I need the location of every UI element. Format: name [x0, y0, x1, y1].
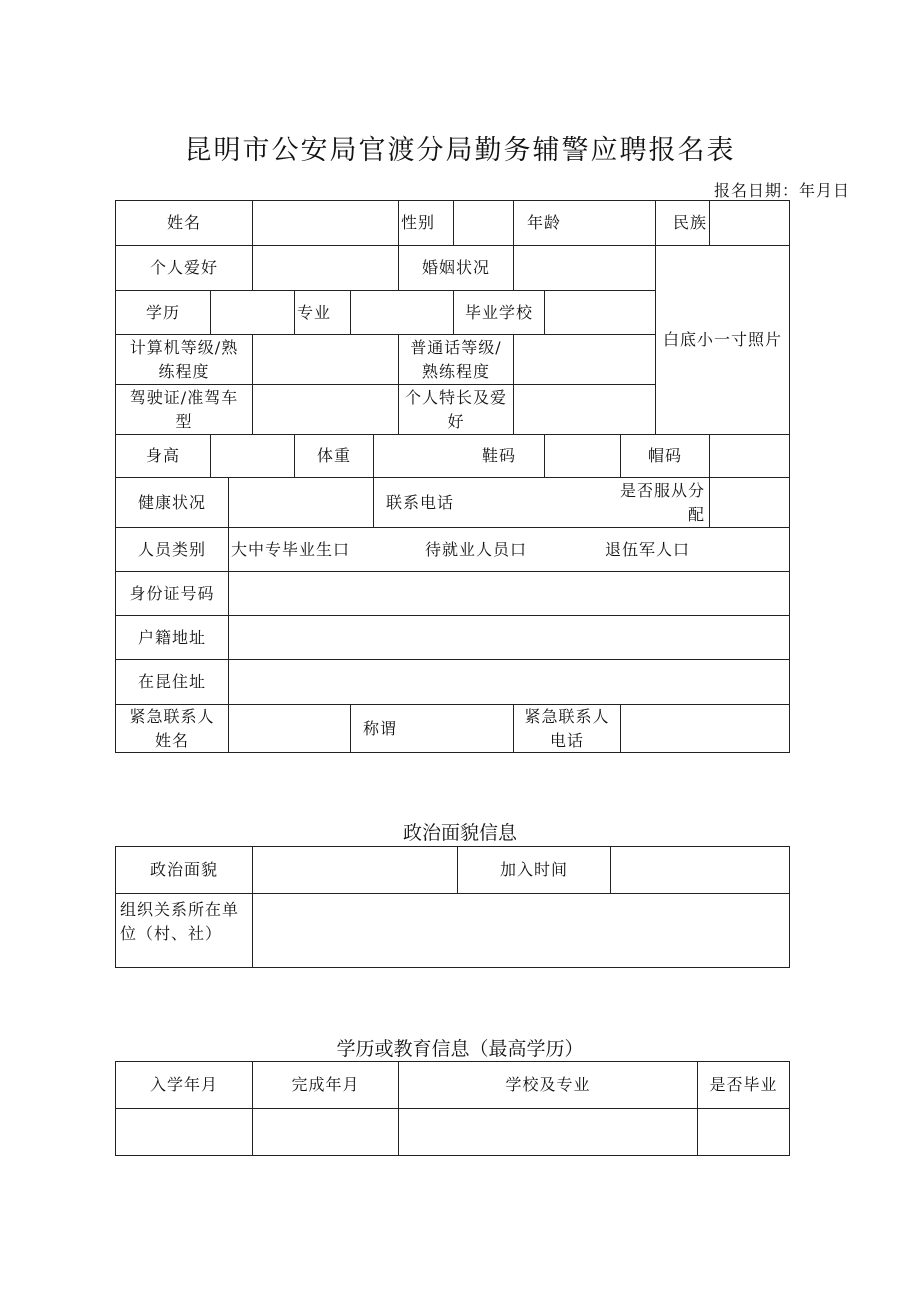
height-label: 身高: [145, 446, 180, 465]
political-heading: 政治面貌信息: [402, 822, 517, 844]
computer-label: 计算机等级/熟练程度: [129, 337, 239, 381]
weight-label: 体重: [316, 446, 351, 465]
residence-label: 在昆住址: [137, 672, 206, 691]
household-field[interactable]: [229, 616, 789, 659]
specialty-field[interactable]: [514, 385, 655, 434]
education-heading: 学历或教育信息（最高学历）: [336, 1038, 584, 1060]
hobby-label: 个人爱好: [149, 258, 218, 277]
category-unemployed[interactable]: 待就业人员口: [425, 539, 528, 559]
shoe-label: 鞋码: [481, 446, 516, 465]
category-label: 人员类别: [137, 539, 206, 559]
health-field[interactable]: [229, 478, 373, 527]
mandarin-label: 普通话等级/熟练程度: [410, 337, 502, 381]
edu-start-field[interactable]: [116, 1109, 252, 1155]
idcard-field[interactable]: [229, 572, 789, 615]
relation-label: 称谓: [363, 718, 398, 738]
edu-start-header: 入学年月: [149, 1075, 218, 1094]
photo-box[interactable]: 白底小一寸照片: [662, 330, 782, 349]
gender-field[interactable]: [454, 201, 513, 245]
emergency-phone-label: 紧急联系人电话: [524, 706, 610, 750]
hobby-field[interactable]: [253, 246, 398, 290]
edu-school-header: 学校及专业: [505, 1075, 591, 1094]
edu-graduated-header: 是否毕业: [709, 1075, 778, 1094]
assign-field[interactable]: [710, 478, 789, 527]
phone-label: 联系电话: [386, 492, 455, 512]
major-label: 专业: [297, 302, 332, 322]
residence-field[interactable]: [229, 660, 789, 704]
license-label: 驾驶证/准驾车型: [129, 387, 239, 431]
marital-label: 婚姻状况: [421, 258, 490, 277]
major-field[interactable]: [351, 291, 453, 334]
specialty-label: 个人特长及爱好: [404, 387, 507, 431]
school-label: 毕业学校: [464, 302, 533, 322]
age-field[interactable]: [574, 201, 655, 245]
page-title: 昆明市公安局官渡分局勤务辅警应聘报名表: [184, 135, 736, 166]
idcard-label: 身份证号码: [129, 583, 215, 603]
registration-date: 报名日期：年月日: [713, 181, 850, 200]
ethnicity-label: 民族: [672, 213, 707, 232]
emergency-name-field[interactable]: [229, 705, 350, 752]
health-label: 健康状况: [137, 492, 206, 512]
school-field[interactable]: [545, 291, 655, 334]
political-status-field[interactable]: [253, 847, 457, 893]
name-field[interactable]: [253, 201, 398, 245]
ethnicity-field[interactable]: [710, 201, 789, 245]
hat-label: 帽码: [647, 446, 682, 465]
marital-field[interactable]: [514, 246, 655, 290]
category-veteran[interactable]: 退伍军人口: [605, 539, 691, 559]
mandarin-field[interactable]: [514, 335, 655, 384]
emergency-phone-field[interactable]: [621, 705, 789, 752]
license-field[interactable]: [253, 385, 398, 434]
name-label: 姓名: [166, 213, 201, 232]
edu-graduated-field[interactable]: [698, 1109, 789, 1155]
org-label: 组织关系所在单位（村、社）: [120, 900, 240, 943]
hat-field[interactable]: [710, 435, 789, 477]
computer-field[interactable]: [253, 335, 398, 384]
shoe-field[interactable]: [545, 435, 620, 477]
emergency-name-label: 紧急联系人姓名: [129, 706, 215, 750]
gender-label: 性别: [401, 213, 436, 232]
age-label: 年龄: [526, 213, 561, 232]
assign-label: 是否服从分配: [619, 480, 705, 524]
education-label: 学历: [145, 302, 180, 322]
education-field[interactable]: [211, 291, 294, 334]
join-time-field[interactable]: [611, 847, 789, 893]
join-time-label: 加入时间: [499, 860, 568, 879]
edu-end-header: 完成年月: [291, 1075, 360, 1094]
edu-end-field[interactable]: [253, 1109, 398, 1155]
household-label: 户籍地址: [137, 627, 206, 647]
political-status-label: 政治面貌: [149, 860, 218, 879]
org-field[interactable]: [253, 894, 789, 967]
height-field[interactable]: [211, 435, 294, 477]
category-graduate[interactable]: 大中专毕业生口: [231, 539, 351, 559]
edu-school-field[interactable]: [399, 1109, 697, 1155]
